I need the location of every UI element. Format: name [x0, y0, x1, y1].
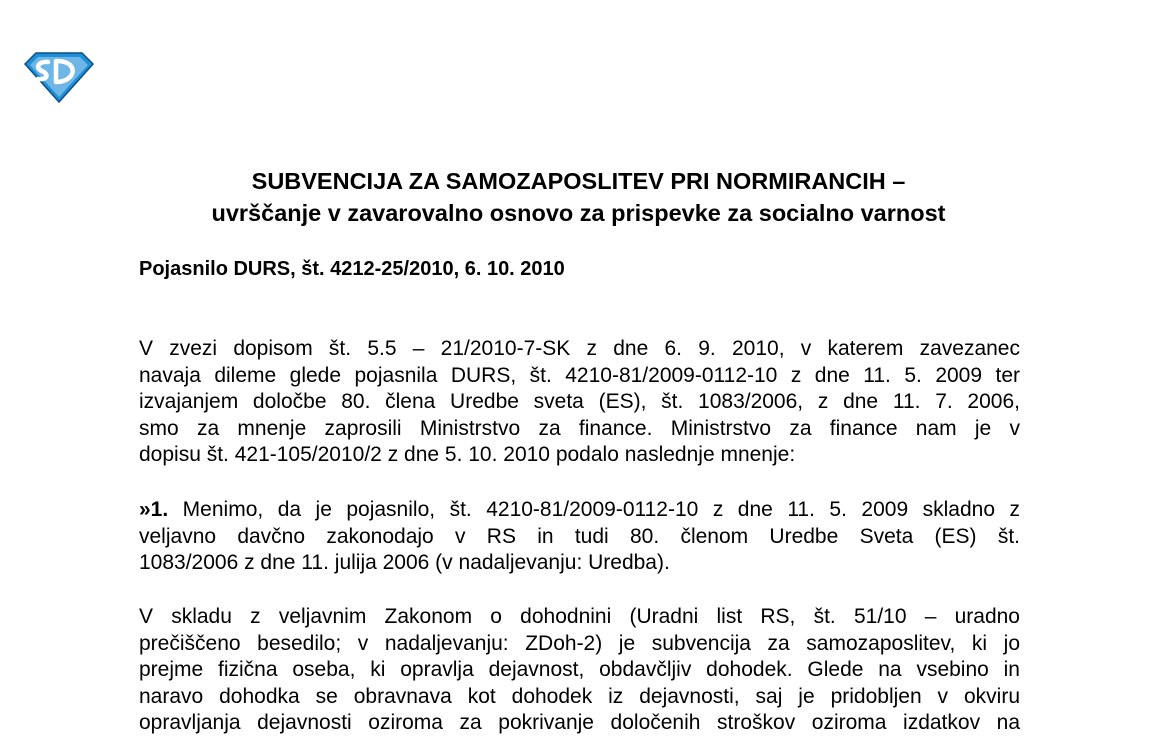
paragraph-line: smo za mnenje zaprosili Ministrstvo za finance. Ministrstvo za finance nam je v — [139, 416, 1020, 440]
paragraph-line: V skladu z veljavnim Zakonom o dohodnini (Uradni list RS, št. 51/10 – uradno — [139, 605, 1020, 628]
paragraph-line: prečiščeno besedilo; v nadaljevanju: ZDoh-2) je subvencija za samozaposlitev, ki jo — [139, 631, 1020, 655]
paragraph-3 — [139, 604, 1020, 737]
document-subtitle: Pojasnilo DURS, št. 4212-25/2010, 6. 10. 2010 — [139, 258, 565, 280]
paragraph-line: navaja dileme glede pojasnila DURS, št. 4210-81/2009-0112-10 z dne 11. 5. 2009 ter — [139, 363, 1020, 387]
paragraph-line-first — [139, 497, 1020, 524]
paragraph-line: V zvezi dopisom št. 5.5 – 21/2010-7-SK z dne 6. 9. 2010, v katerem zavezanec — [139, 337, 1020, 360]
paragraph-line: dopisu št. 421-105/2010/2 z dne 5. 10. 2010 podalo naslednje mnenje: — [139, 443, 796, 466]
paragraph-line: opravljanja dejavnosti oziroma za pokrivanje določenih stroškov oziroma izdatkov na — [139, 711, 1020, 734]
paragraph-line: 1083/2006 z dne 11. julija 2006 (v nadaljevanju: Uredba). — [139, 551, 670, 574]
document-title-line-2: uvrščanje v zavarovalno osnovo za prispevke za socialno varnost — [211, 200, 946, 226]
paragraph-marker: »1. — [139, 498, 169, 521]
paragraph-1 — [139, 336, 1020, 469]
company-logo-icon — [22, 50, 96, 104]
paragraph-line: naravo dohodka se obravnava kot dohodek iz dejavnosti, saj je pridobljen v okviru — [139, 684, 1020, 708]
paragraph-line: veljavno davčno zakonodajo v RS in tudi 80. členom Uredbe Sveta (ES) št. — [139, 524, 1020, 548]
paragraph-line: prejme fizična oseba, ki opravlja dejavnost, obdavčljiv dohodek. Glede na vsebino in — [139, 658, 1020, 681]
document-title-line-1: SUBVENCIJA ZA SAMOZAPOSLITEV PRI NORMIRANCIH – — [251, 168, 906, 194]
paragraph-line-text: Menimo, da je pojasnilo, št. 4210-81/2009-0112-10 z dne 11. 5. 2009 skladno z — [168, 498, 1020, 521]
paragraph-line: izvajanjem določbe 80. člena Uredbe sveta (ES), št. 1083/2006, z dne 11. 7. 2006, — [139, 390, 1020, 413]
paragraph-2 — [139, 497, 1020, 577]
